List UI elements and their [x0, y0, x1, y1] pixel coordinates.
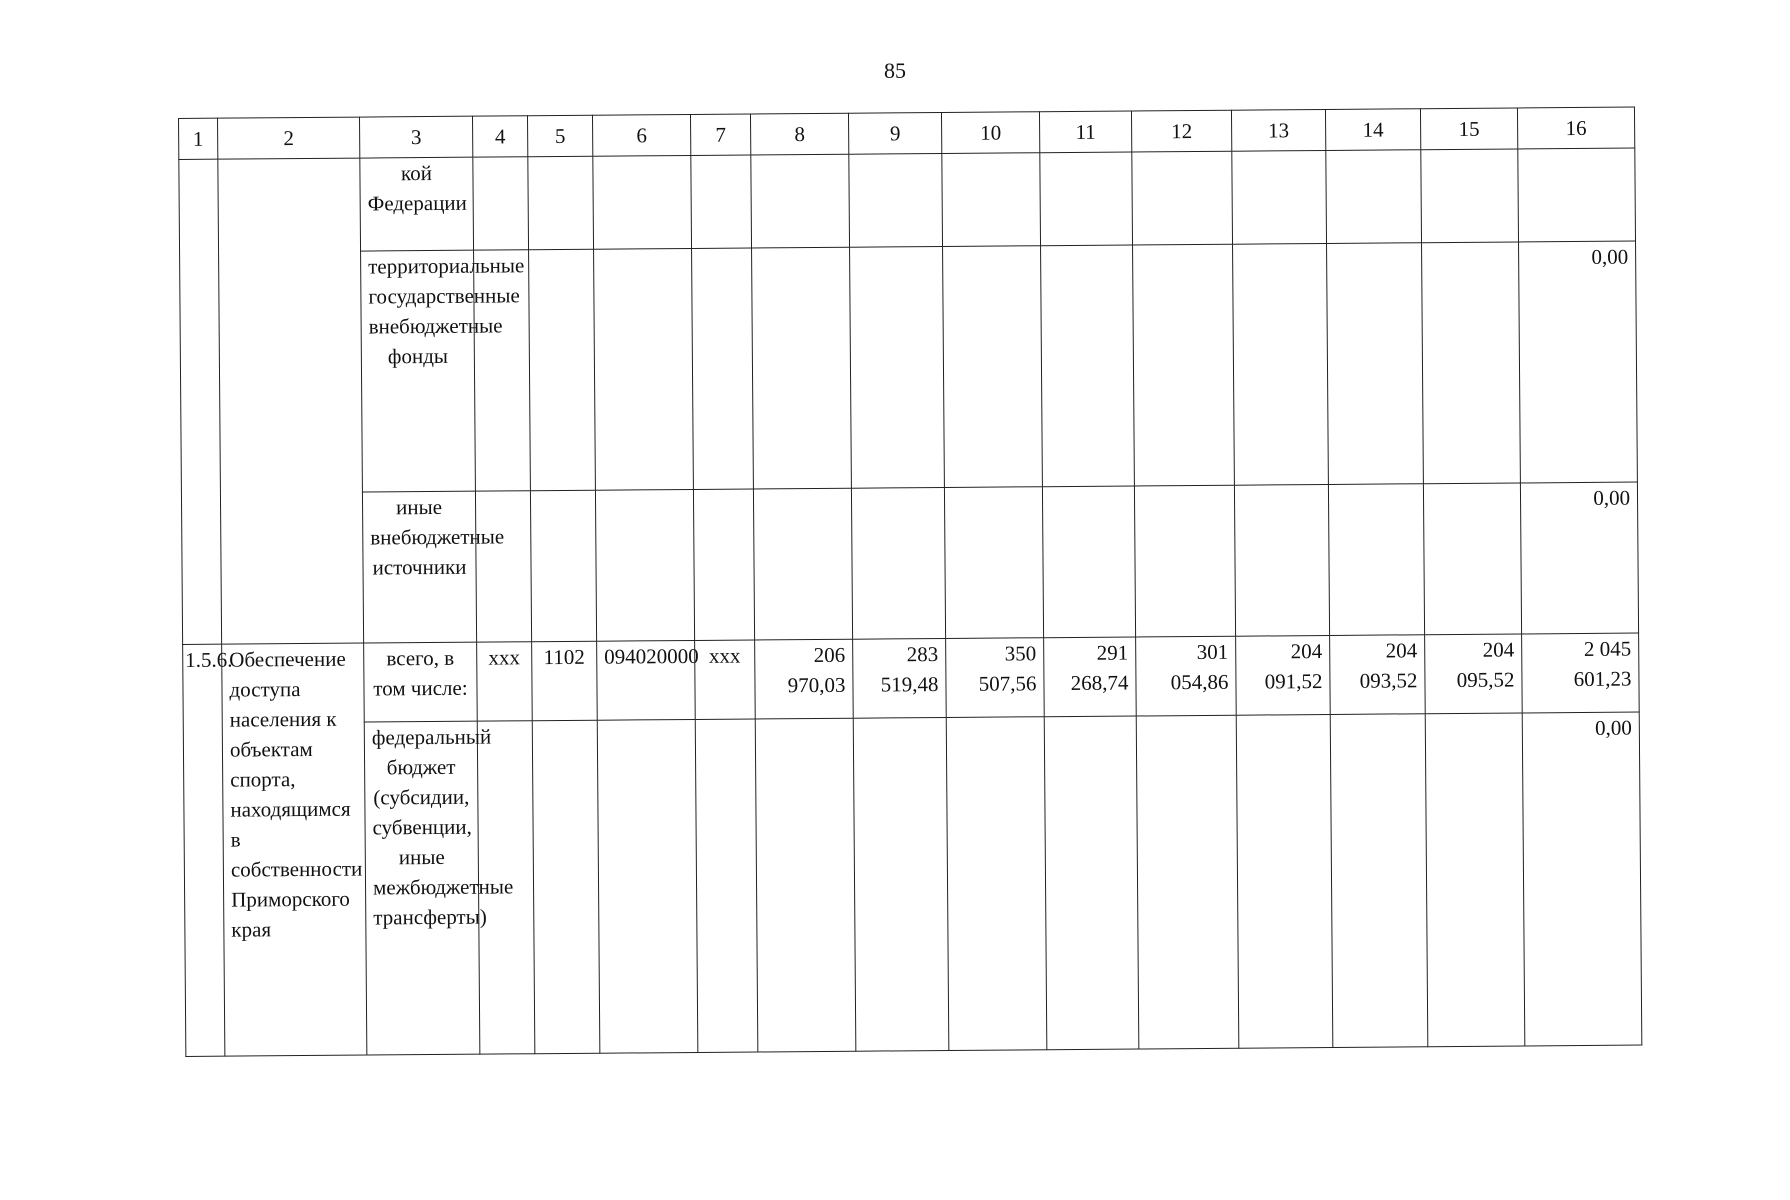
table-row	[183, 633, 1640, 723]
column-number: 9	[848, 113, 941, 155]
column-number: 6	[592, 114, 690, 156]
amount-cell: 204 093,52	[1330, 635, 1426, 715]
table-row	[181, 482, 1638, 644]
amount-cell: 204 091,52	[1236, 635, 1331, 715]
funding-source-cell: иные внебюджетные источники	[362, 491, 476, 643]
funding-source-cell: федеральный бюджет (субсидии, субвенции, иные межбюджетные трансферты)	[364, 721, 480, 1055]
total-cell	[1518, 148, 1636, 242]
column-number: 11	[1039, 111, 1131, 153]
empty-cell	[218, 158, 364, 644]
table-row	[183, 712, 1642, 1056]
item-number-cell: 1.5.6.	[183, 644, 225, 1056]
code-cell: xxx	[695, 640, 756, 719]
table-row	[180, 241, 1638, 493]
column-number: 16	[1517, 107, 1634, 149]
code-cell: xxx	[477, 642, 533, 721]
column-number: 14	[1325, 109, 1420, 151]
funding-source-cell: территориальные государственные внебюджетные фонды	[361, 250, 476, 492]
column-number: 15	[1420, 108, 1517, 150]
amount-cell: 204 095,52	[1425, 634, 1523, 714]
amount-cell: 283 519,48	[853, 638, 947, 718]
column-number: 5	[527, 115, 592, 157]
budget-table	[178, 107, 1642, 1057]
code-cell: 094020000	[597, 640, 696, 720]
column-number: 4	[472, 116, 527, 157]
column-number: 10	[941, 112, 1039, 154]
amount-cell: 291 268,74	[1044, 637, 1137, 717]
column-number: 13	[1231, 109, 1325, 151]
code-cell: 1102	[532, 641, 598, 721]
total-cell: 0,00	[1519, 241, 1638, 483]
column-number: 8	[750, 113, 848, 155]
empty-cell	[179, 159, 222, 644]
total-cell: 2 045 601,23	[1522, 633, 1640, 713]
item-name-cell: Обеспечение доступа населения к объектам спорта, находящимся в собственности Приморского края	[222, 643, 367, 1056]
column-number: 1	[179, 118, 218, 159]
column-number: 12	[1131, 110, 1231, 152]
total-cell: 0,00	[1522, 712, 1642, 1046]
column-number: 3	[359, 116, 472, 158]
total-cell: 0,00	[1520, 482, 1638, 634]
column-number: 2	[218, 117, 360, 159]
amount-cell: 301 054,86	[1136, 636, 1237, 716]
funding-source-cell: кой Федерации	[360, 157, 474, 251]
amount-cell: 350 507,56	[946, 638, 1045, 718]
amount-cell: 206 970,03	[755, 639, 854, 719]
column-number: 7	[690, 114, 750, 155]
page-number: 85	[884, 58, 906, 83]
table-row	[179, 148, 1636, 252]
funding-source-cell: всего, в том числе:	[364, 642, 478, 722]
